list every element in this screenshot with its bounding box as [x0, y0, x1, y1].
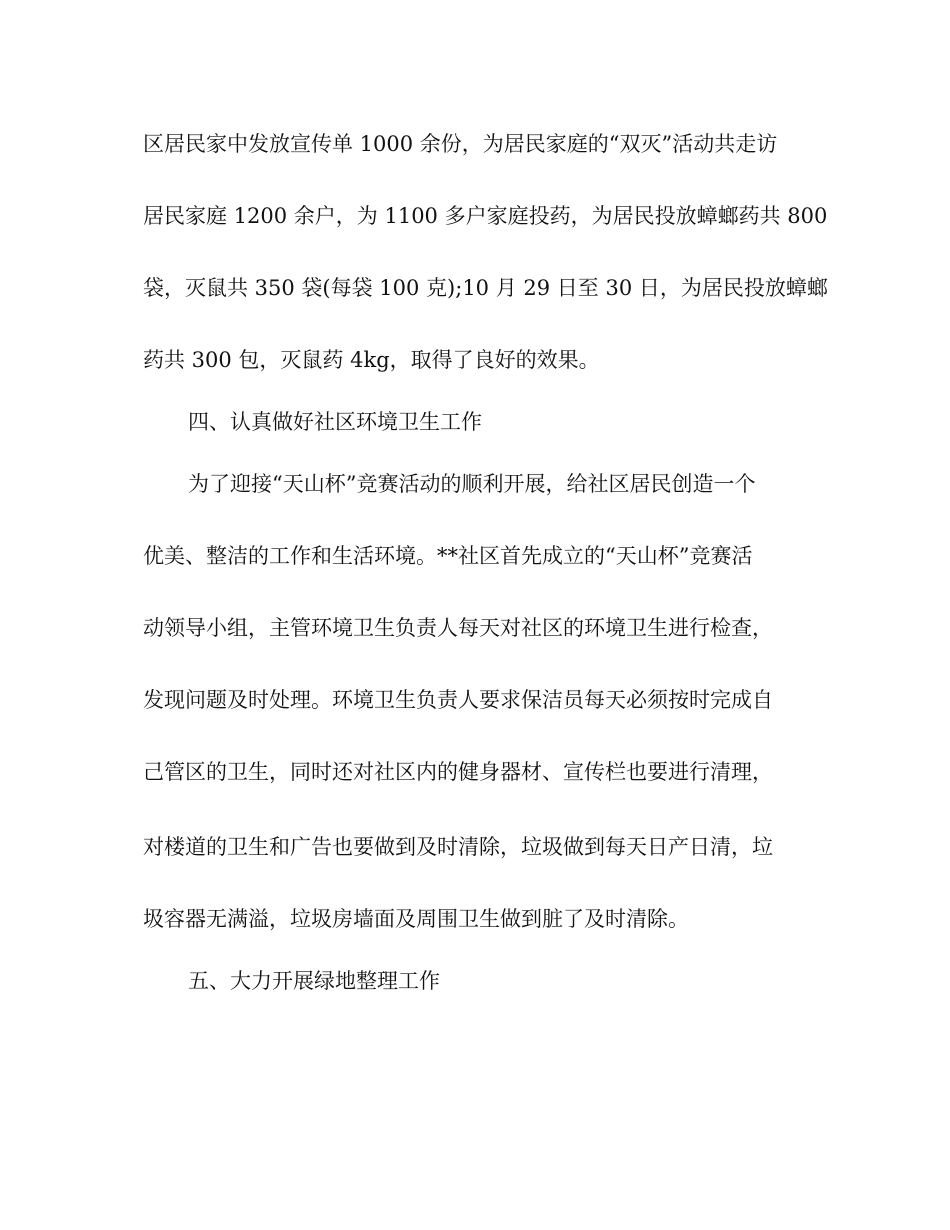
section-heading: 四、认真做好社区环境卫生工作 [188, 410, 482, 434]
body-text-line: 袋，灭鼠共 350 袋(每袋 100 克);10 月 29 日至 30 日，为居民投放蟑螂 [143, 276, 828, 300]
body-text-line: 对楼道的卫生和广告也要做到及时清除，垃圾做到每天日产日清，垃 [143, 835, 773, 859]
body-text-line: 动领导小组，主管环境卫生负责人每天对社区的环境卫生进行检查， [143, 616, 773, 640]
body-text-line: 居民家庭 1200 余户，为 1100 多户家庭投药，为居民投放蟑螂药共 800 [143, 204, 828, 228]
body-text-line: 圾容器无满溢，垃圾房墙面及周围卫生做到脏了及时清除。 [143, 907, 689, 931]
section-heading: 五、大力开展绿地整理工作 [188, 969, 440, 993]
body-text-line: 药共 300 包，灭鼠药 4kg，取得了良好的效果。 [143, 348, 600, 372]
body-text-line: 发现问题及时处理。环境卫生负责人要求保洁员每天必须按时完成自 [143, 688, 773, 712]
body-text-line: 为了迎接“天山杯”竞赛活动的顺利开展，给社区居民创造一个 [188, 472, 756, 496]
body-text-line: 区居民家中发放宣传单 1000 余份，为居民家庭的“双灭”活动共走访 [143, 132, 778, 156]
body-text-line: 己管区的卫生，同时还对社区内的健身器材、宣传栏也要进行清理， [143, 760, 773, 784]
body-text-line: 优美、整洁的工作和生活环境。**社区首先成立的“天山杯”竞赛活 [143, 544, 753, 568]
